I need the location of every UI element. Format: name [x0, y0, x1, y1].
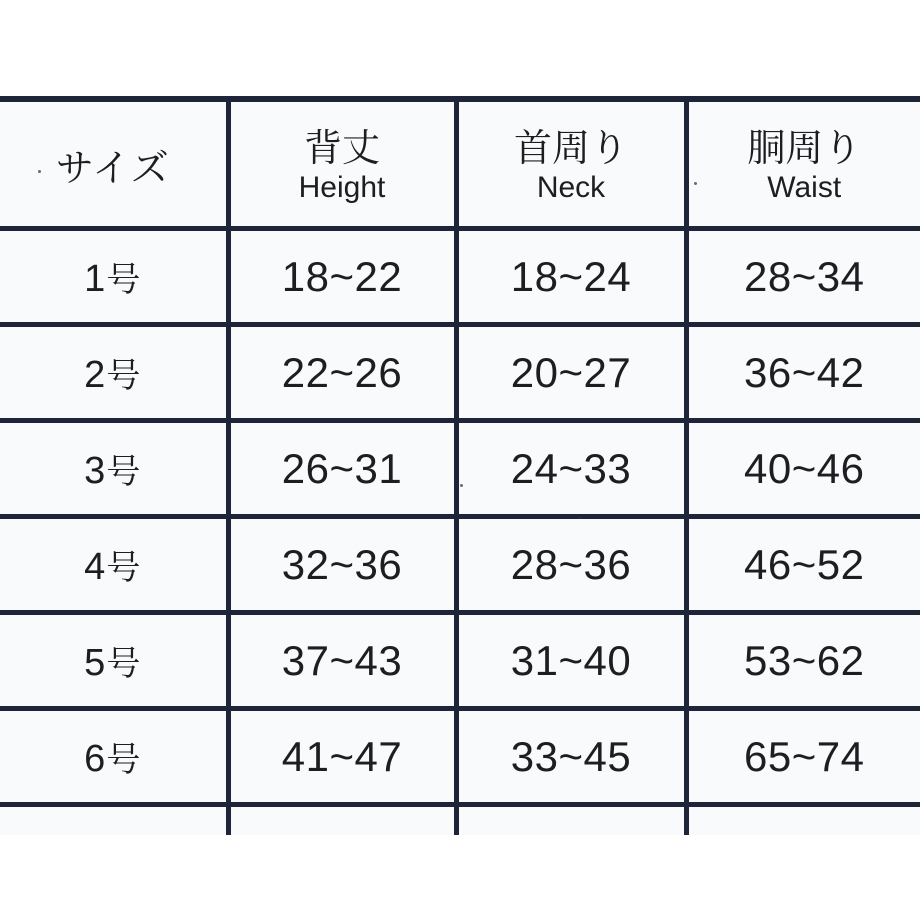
waist-cell: 40~46 — [686, 421, 920, 517]
waist-cell: 53~62 — [686, 613, 920, 709]
size-unit: 号 — [106, 740, 142, 780]
waist-cell: 36~42 — [686, 325, 920, 421]
neck-cell: 20~27 — [456, 325, 686, 421]
neck-cell: 18~24 — [456, 229, 686, 325]
size-number: 5 — [84, 642, 107, 684]
header-waist-en: Waist — [767, 171, 842, 204]
size-unit: 号 — [106, 644, 142, 684]
size-unit: 号 — [106, 548, 142, 588]
size-table — [0, 96, 920, 896]
size-number: 2 — [84, 354, 107, 396]
size-number: 3 — [84, 450, 107, 492]
size-cell — [0, 613, 228, 709]
header-height — [228, 99, 456, 229]
top-margin — [0, 0, 920, 96]
height-cell: 41~47 — [228, 709, 456, 805]
size-number: 4 — [84, 546, 107, 588]
table-row — [0, 229, 920, 325]
neck-cell: 24~33 — [456, 421, 686, 517]
size-cell — [0, 517, 228, 613]
header-neck-jp: 首周り — [513, 126, 628, 170]
height-cell: 32~36 — [228, 517, 456, 613]
table-row — [0, 613, 920, 709]
waist-cell: 65~74 — [686, 709, 920, 805]
header-size — [0, 99, 228, 229]
header-height-jp: 背丈 — [303, 126, 380, 170]
size-cell — [0, 421, 228, 517]
height-cell: 22~26 — [228, 325, 456, 421]
height-cell: 18~22 — [228, 229, 456, 325]
size-unit: 号 — [106, 260, 142, 300]
size-cell — [0, 709, 228, 805]
print-speck — [460, 484, 463, 487]
header-neck-en: Neck — [536, 171, 606, 204]
print-speck — [38, 170, 41, 173]
table-row — [0, 421, 920, 517]
neck-cell: 31~40 — [456, 613, 686, 709]
header-waist-jp: 胴周り — [747, 126, 862, 170]
header-height-en: Height — [298, 171, 386, 204]
height-cell: 26~31 — [228, 421, 456, 517]
neck-cell: 28~36 — [456, 517, 686, 613]
size-number: 1 — [84, 258, 107, 300]
size-cell — [0, 229, 228, 325]
height-cell: 37~43 — [228, 613, 456, 709]
print-speck — [694, 182, 697, 185]
size-cell — [0, 325, 228, 421]
size-unit: 号 — [106, 356, 142, 396]
header-size-label: サイズ — [55, 145, 170, 190]
bottom-margin — [0, 835, 920, 920]
waist-cell: 28~34 — [686, 229, 920, 325]
header-row — [0, 99, 920, 229]
size-unit: 号 — [106, 452, 142, 492]
header-neck — [456, 99, 686, 229]
header-waist — [686, 99, 920, 229]
table-row — [0, 325, 920, 421]
table-row — [0, 517, 920, 613]
print-speck — [578, 516, 581, 519]
waist-cell: 46~52 — [686, 517, 920, 613]
size-number: 6 — [84, 738, 107, 780]
neck-cell: 33~45 — [456, 709, 686, 805]
table-row — [0, 709, 920, 805]
